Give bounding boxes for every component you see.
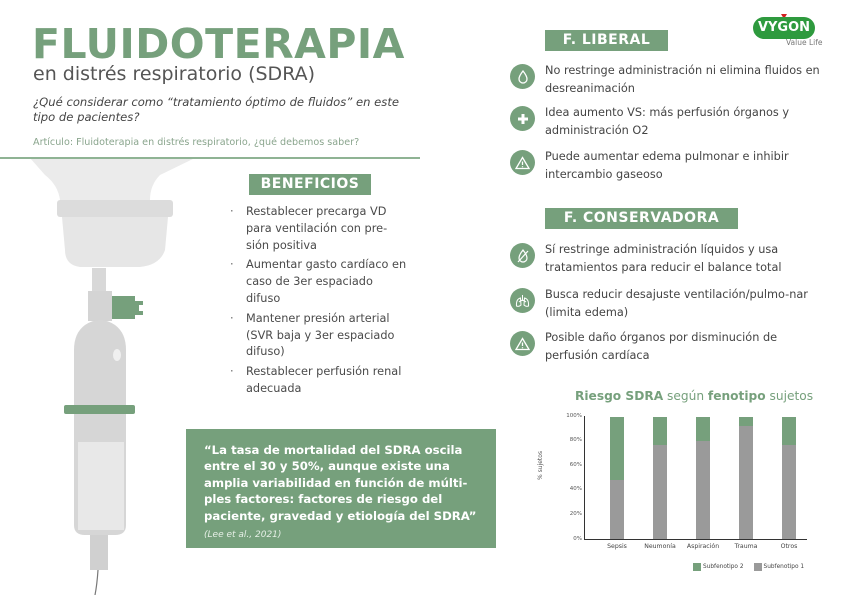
bar-segment-subfenotipo-2 <box>739 417 753 426</box>
bar-segment-subfenotipo-1 <box>696 441 710 539</box>
legend-swatch-subfenotipo-2 <box>693 563 701 571</box>
x-tick: Sepsis <box>607 543 627 550</box>
article-link[interactable]: Artículo: Fluidoterapia en distrés respiratorio, ¿qué debemos saber? <box>33 137 360 148</box>
conservadora-heading: F. CONSERVADORA <box>545 208 738 229</box>
liberal-item: Puede aumentar edema pulmonar e inhibir intercambio gaseoso <box>510 148 820 183</box>
vygon-logo: VYGON <box>753 17 815 39</box>
conservadora-item: Sí restringe administración líquidos y usa tratamientos para reducir el balance total <box>510 241 820 276</box>
stacked-bar <box>782 417 796 539</box>
y-tick: 0% <box>573 536 582 542</box>
chart-title: Riesgo SDRA según fenotipo sujetos <box>575 389 814 403</box>
y-tick: 60% <box>569 462 582 468</box>
liberal-item: No restringe administración ni elimina fluidos en desreanimación <box>510 62 820 97</box>
list-item: · Aumentar gasto cardíaco en caso de 3er espaciado difuso <box>229 257 409 307</box>
list-item: · Restablecer precarga VD para ventilación con pre-sión positiva <box>229 204 409 254</box>
x-tick: Trauma <box>734 543 758 550</box>
warning-icon <box>510 150 535 175</box>
header-divider <box>0 157 420 159</box>
chart-y-axis <box>584 416 585 540</box>
liberal-item: Idea aumento VS: más perfusión órganos y administración O2 <box>510 104 820 139</box>
chart-x-axis <box>584 539 807 540</box>
quote-box <box>186 429 496 548</box>
warning-icon <box>510 331 535 356</box>
beneficios-heading: BENEFICIOS <box>249 174 371 195</box>
bar-segment-subfenotipo-2 <box>610 417 624 480</box>
stacked-bar <box>610 417 624 539</box>
page-title: FLUIDOTERAPIA <box>32 20 405 68</box>
conservadora-item: Posible daño órganos por disminución de perfusión cardíaca <box>510 329 820 364</box>
beneficios-list <box>229 204 409 401</box>
legend-swatch-subfenotipo-1 <box>754 563 762 571</box>
logo-tagline: Value Life <box>786 38 823 47</box>
stacked-bar <box>653 417 667 539</box>
bar-segment-subfenotipo-2 <box>782 417 796 445</box>
list-item: · Restablecer perfusión renal adecuada <box>229 364 409 398</box>
bar-segment-subfenotipo-1 <box>653 445 667 539</box>
x-tick: Otros <box>780 543 798 550</box>
bar-segment-subfenotipo-1 <box>739 426 753 539</box>
quote-text: “La tasa de mortalidad del SDRA oscila entre el 30 y 50%, aunque existe una amplia variabilidad en función de múlti-ples factores: factores de riesgo del paciente, gravedad y etiología del SDRA” <box>204 443 477 523</box>
quote-citation: (Lee et al., 2021) <box>204 530 282 541</box>
iv-drip-illustration <box>0 155 200 595</box>
y-tick: 20% <box>569 511 582 517</box>
plus-icon <box>510 106 535 131</box>
conservadora-item: Busca reducir desajuste ventilación/pulmo-nar (limita edema) <box>510 286 820 321</box>
x-tick: Aspiración <box>686 543 720 550</box>
stacked-bar <box>739 417 753 539</box>
y-tick: 40% <box>569 486 582 492</box>
chart-legend <box>693 563 804 571</box>
bar-segment-subfenotipo-1 <box>610 480 624 539</box>
no-drop-icon <box>510 243 535 268</box>
list-item: · Mantener presión arterial (SVR baja y 3er espaciado difuso) <box>229 311 409 361</box>
legend-label: Subfenotipo 1 <box>763 564 805 570</box>
stacked-bar <box>696 417 710 539</box>
lungs-icon <box>510 288 535 313</box>
legend-label: Subfenotipo 2 <box>703 564 744 570</box>
bar-segment-subfenotipo-2 <box>653 417 667 445</box>
chart-y-label: % sujetos <box>537 450 544 480</box>
bar-segment-subfenotipo-2 <box>696 417 710 441</box>
y-tick: 100% <box>566 413 582 419</box>
bar-segment-subfenotipo-1 <box>782 445 796 539</box>
liberal-heading: F. LIBERAL <box>545 30 668 51</box>
water-drop-icon <box>510 64 535 89</box>
page-subtitle: en distrés respiratorio (SDRA) <box>33 63 316 85</box>
intro-question: ¿Qué considerar como “tratamiento óptimo de fluidos” en este tipo de pacientes? <box>33 95 400 124</box>
y-tick: 80% <box>569 437 582 443</box>
x-tick: Neumonía <box>644 543 676 550</box>
